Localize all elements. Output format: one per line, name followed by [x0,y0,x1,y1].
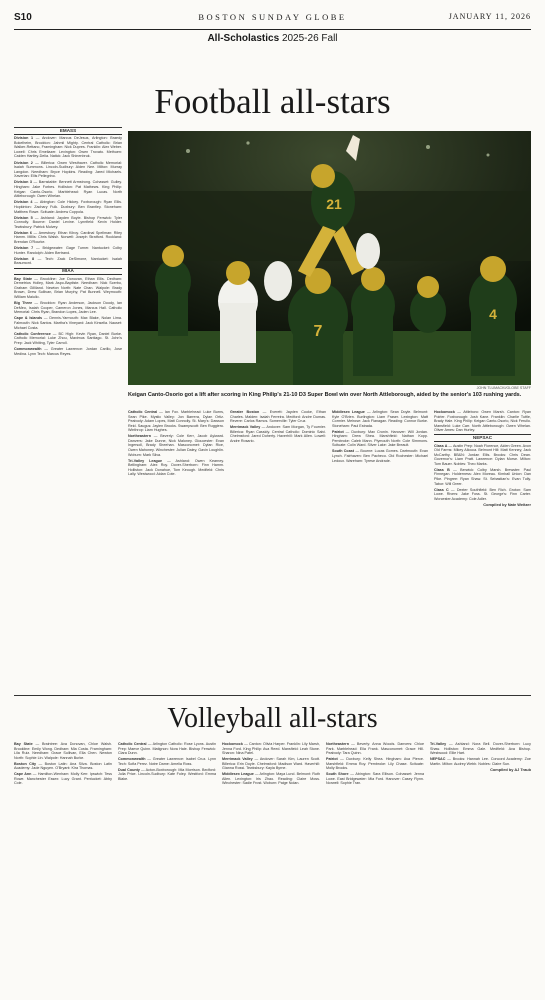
roster-players: — Arlington: Sean Doyle. Belmont: Kyle O'Brien. Burlington: Liam Fraser. Lexington: Matt Cormier. Melrose: Jack Flanagan. Reading: Connor Burke. Stoneham: Paul Estrada. [332,410,428,428]
roster-league: Cape Ann [14,772,32,777]
roster-entry [434,488,531,502]
roster-league: Tri-Valley League [128,458,163,463]
roster-players: — Duxbury: Kelly Shea. Hingham: Ava Pierce. Marshfield: Emma Roy. Pembroke: Lily Chase. Scituate: Molly Brooks. [326,757,424,771]
football-column-2 [230,410,326,692]
roster-entry [14,136,122,159]
roster-players: — Amesbury: Ethan Kilroy. Cardinal Spellman: Riley Hamm. Millis: Chris Walsh. Norwell: Joseph Stratford. Rockland: Brendan O'Rourke. [14,230,122,245]
roster-league: Merrimack Valley [222,757,253,762]
roster-players: — Boston Latin: Ana Silva. Boston Latin Academy: Jade Nguyen. O'Bryant: Kira Thomas. [14,761,112,771]
roster-players: — Acton-Boxborough: Mia Morrison. Bedford: Julia Price. Lincoln-Sudbury: Kate Foley. Westford: Emma Blake. [118,767,216,781]
roster-league: Bay State [14,742,33,746]
roster-league: Class B [434,467,450,472]
roster-players: — Attleboro: Owen Marsh. Canton: Ryan Poirier. Foxborough: Josh Kane. Franklin: Charlie Tuttle, Brady Hale. King Philip: Keigan Canto-Osorio, Nick Ferullo. Mansfield: Luke Carr. North Attleborough: Owen Whelan. Oliver Ames: Dan Hurley. [434,410,531,433]
roster-league: NEPSAC [430,757,446,762]
roster-entry [118,757,216,766]
section-title-season: 2025-26 Fall [281,33,338,44]
roster-players: — Abington: Cole Hickey. Foxborough: Ryan Ellis. Hopkinton: Zachary Fulk. Duxbury: Ben Brantley. Stoneham: Matthew Rowe. Scituate: Andrew Coppola. [14,200,122,214]
roster-players: — Greater Lawrence: Jordan Carillo, Jose Medina. Lynn Tech: Marcus Reyes. [14,346,122,356]
roster-players: — Billerica: Owen Westhaver. Catholic Memorial: Isaiah Summons. Lincoln-Sudbury: Aiden Nee. Milton: Murray Langdon. Needham: Bryce Hopkins. Reading: Jared Michaels. Xaverian: Ellis Pellegrino. [14,160,122,179]
roster-entry [14,332,122,346]
volleyball-column-1 [14,742,112,990]
roster-league: Patriot [326,757,338,762]
roster-entry [326,742,424,756]
roster-entry [434,468,531,486]
roster-league: Middlesex League [222,772,254,777]
roster-players: — Ashland: Jayden Boyle. Bishop Fenwick: Tyler Connolly. Bourne: Daniel Levine. Lynnfield: Kevin Holder. Tewksbury: Patrick Mulvey. [14,215,122,229]
volleyball-compiled-by: Compiled by AJ Traub [490,766,531,772]
section-title-bold: All-Scholastics [207,33,280,44]
roster-entry [14,200,122,214]
football-compiled-by: Compiled by Nate Weitzer [483,501,531,507]
roster-league: Big Three [14,301,33,306]
football-column-1 [128,410,224,692]
roster-league: Division 3 [14,180,32,185]
roster-players: — Dexter Southfield: Ben Rich. Groton: Sam Lowe. Rivers: Jake Foss. St. George's: Finn Carter. Worcester Academy: Cole Adler. [434,487,531,501]
roster-entry [14,161,122,179]
roster-entry [230,410,326,424]
roster-league: Catholic Central [118,742,147,746]
roster-entry [14,257,122,266]
roster-league: Northeastern [326,742,349,746]
roster-league: Dual County [118,767,140,772]
roster-league: Cape & Islands [14,316,43,321]
football-column-nepsac [434,410,531,692]
roster-entry [332,430,428,448]
roster-league: Northeastern [128,434,151,439]
roster-entry [222,772,320,786]
svg-text:7: 7 [313,323,323,340]
masthead-rule [14,29,531,30]
roster-entry [14,742,112,760]
roster-league: Class C [434,487,449,492]
roster-entry [14,347,122,356]
roster-league: Boston City [14,761,37,766]
roster-entry [14,216,122,230]
svg-text:4: 4 [489,306,497,322]
roster-players: — Brooks: Hannah Lee. Concord Academy: Zoe Martin. Milton: Audrey Webb. Nobles: Claire Sun. [430,757,531,766]
football-headline: Football all-stars [154,82,391,121]
roster-league: Division 5 [14,215,33,220]
sidebar-header-emass: EMASS [14,127,122,135]
roster-players: — Beverly: Anna Woods. Danvers: Chloe Park. Marblehead: Ella Frank. Masconomet: Grace Hill. Peabody: Tara Quinn. [326,742,424,756]
roster-players: — Ashland: Owen Kearney. Bellingham: Alex Roy. Dover-Sherborn: Finn Hamm. Holliston: Jack Donahue, Tom Keough. Medfield: Chris Lally. Westwood: Aidan Cote. [128,458,224,477]
roster-entry [14,772,112,786]
roster-league: South Shore [326,772,349,777]
roster-players: — Arlington Catholic: Rose Lyons. Austin Prep: Maeve Quinn. Matignon: Nora Hale. Bishop Fenwick: Clara Dunn. [118,742,216,756]
roster-entry [230,425,326,443]
roster-entry [430,742,531,756]
roster-players: — Arlington: Maya Lund. Belmont: Ruth Allen. Lexington: Iris Zhao. Reading: Claire Moss. Winchester: Sadie Frost. Woburn: Paige Nolan. [222,772,320,786]
roster-players: — Brookline: Joe Donovan, Ethan Ellis. Dedham: Demetrios Holley, Mark Aspo-Baptiste. Needham: Nick Scerbo, Graham Gilliland. Newton North: Nate Chan. Walpole: Brady Brown, Drew Sullivan, Brian Murphy, Pat Bunnell. Weymouth: William Maiullo. [14,276,122,299]
roster-league: Greater Boston [230,410,260,414]
roster-entry [14,231,122,245]
sidebar-header-miaa: MIAA [14,268,122,276]
roster-players: — Andover: Marcus DeJesus, Arlington: Braedy Bokelheim, Brockton: Jahmil Mighty. Central Catholic: Brian Walker-Rettano, Framingham: Nick Dupres. Franklin: Alex Weber. Lowell: Chris Emeliazer. Lexington: Owen Trovato. Methuen: Caiden Hartley-Delia. Natick: Jack Shinenbruk. [14,136,122,159]
roster-players: — BC High: Kevin Ryan, Daniel Burke. Catholic Memorial: Luke Zhou, Maximus Santiago. St. John's Prep: Jack Whiting, Tyler Carroll. [14,331,122,345]
roster-players: — Bridgewater: Gage Turner. Nantucket: Colby Hunter. Randolph: Aiden Bertrand. [14,246,122,255]
roster-league: Class A [434,443,448,448]
nepsac-header: NEPSAC [434,434,531,442]
roster-league: Merrimack Valley [230,425,261,430]
roster-league: Hockomock [222,742,243,746]
roster-players: — Hamilton-Wenham: Molly Kerr. Ipswich: Tess Rowe. Manchester Essex: Lucy Grant. Pentucket: Abby Cole. [14,772,112,786]
football-photo [128,131,531,385]
photo-credit: JOHN TLUMACKI/GLOBE STAFF [476,386,531,390]
roster-players: — Ian Fox. Marblehead: Luke Burns, Sean Pike. Mystic Valley: Jon Barrera, Dylan Ortiz. Peabody: Adam Lopes, Matt Connolly. St. Mary's: Dawson Reid. Saugus: Jaylen Brooks. Swampscott: Ben Ruggiero. Winthrop: Liam Hughes. [128,410,224,433]
roster-entry [222,757,320,771]
roster-players: — Greater Lawrence: Isabel Cruz. Lynn Tech: Sofia Perez. Notre Dame: Amelia Ross. [118,757,216,766]
roster-players: — Berwick: Colby Marsh. Brewster: Paul Finnegan. Holderness: Alex Moreau. Kimball Union: Dan Pike. Pingree: Ryan Shaw. St. Sebastian's: Evan Tully. Tabor: Will Greer. [434,467,531,486]
roster-players: — Canton: Olivia Harper. Franklin: Lily Marsh, Jenna Ford. King Philip: Ava Reed. Mansfield: Leah Stone. Sharon: Nina Patel. [222,742,320,756]
roster-entry [430,757,531,766]
roster-league: Catholic Conference [14,331,51,336]
roster-entry [14,180,122,198]
roster-players: — Bourne: Lucas Gomes. Dartmouth: Evan Lynch. Fairhaven: Ben Pacheco. Old Rochester: Michael Ledoux. Wareham: Tyrese Andrade. [332,449,428,463]
roster-entry [14,301,122,315]
football-sidebar [14,126,122,692]
roster-entry [326,757,424,771]
roster-players: — Abington: Sara Ellison. Cohasset: Jenna Lowe. East Bridgewater: Mia Ford. Hanover: Casey Flynn. Norwell: Sophie Tran. [326,772,424,786]
roster-entry [332,449,428,463]
roster-entry [118,768,216,782]
roster-league: Division 1 [14,136,34,141]
volleyball-column-3 [222,742,320,990]
roster-entry [434,410,531,433]
photo-caption: Keigan Canto-Osorio got a lift after scoring in King Philip's 21-10 D3 Super Bowl win over North Attleborough, aided by the senior's 103 rushing yards. [128,392,522,398]
issue-date: JANUARY 11, 2026 [448,12,531,21]
newspaper-name: BOSTON SUNDAY GLOBE [198,12,347,22]
roster-players: — Dennis-Yarmouth: Max Blake, Nolan Lima. Falmouth: Nick Santos. Martha's Vineyard: Jack Kinsella. Nauset: Michael Costa. [14,316,122,330]
celebration-photo-illustration [128,131,531,385]
roster-players: — Andover: Sam Morgan, Ty Fournier. Billerica: Ryan Cassidy. Central Catholic: Dominic Salvi. Chelmsford: Jared Doherty. Haverhill: Mark Allen. Lowell: Andre Rosario. [230,425,326,443]
roster-entry [14,246,122,255]
section-title [0,33,545,44]
masthead [14,12,531,28]
volleyball-column-5 [430,742,531,990]
roster-players: — Barnstable: Bennett Armstrong. Cohasset: Gulley. Hingham: Jake Forbes. Holliston: Pat Mathews. King Philip: Keigan Canto-Osorio. Marblehead: Ryan Lucas. North Attleborough: Owen Whelan. [14,180,122,199]
roster-players: — Andover: Sarah Kim, Lauren Scott. Billerica: Erin Doyle. Chelmsford: Madison Ward. Haverhill: Gianna Rossi. Tewksbury: Kayla Byrne. [222,757,320,771]
roster-league: Hockomock [434,410,455,414]
roster-entry [118,742,216,756]
roster-players: — Braintree: Ava Donovan, Chloe Walsh. Brookline: Emily Wong. Dedham: Mia Costa. Framingham: Lila Ruiz. Needham: Grace Sullivan, Ella Chen. Newton North: Sophie Lin. Walpole: Hannah Burke. [14,742,112,760]
roster-league: Patriot [332,429,344,434]
svg-text:21: 21 [326,196,342,212]
roster-league: Catholic Central [128,410,158,414]
volleyball-column-4 [326,742,424,990]
roster-league: Division 2 [14,160,33,165]
roster-league: Division 7 [14,246,34,251]
football-column-3 [332,410,428,692]
roster-league: Division 6 [14,230,32,235]
roster-entry [128,410,224,433]
roster-players: — Tech: Zack DeSimone, Nantucket: Isaiah Beaumont. [14,256,122,266]
roster-entry [326,772,424,786]
roster-entry [434,444,531,467]
roster-entry [14,277,122,300]
volleyball-column-2 [118,742,216,990]
volleyball-headline: Volleyball all-stars [167,703,378,734]
roster-entry [14,762,112,771]
roster-entry [332,410,428,428]
roster-league: Tri-Valley [430,742,447,746]
section-divider [14,695,531,696]
roster-entry [14,316,122,330]
roster-players: — Beverly: Cole Kerr, Jacob Aylward. Danvers: Jake Dunne, Nick Maloney. Gloucester: Evan Ingersoll, Brady Sheehan. Masconomet: Dylan Rice, Owen Mahoney. Winchester: Julian Daley, Gavin Loughlin. Woburn: Mark Silva. [128,434,224,457]
page-number: S10 [14,12,32,23]
sidebar-miaa-list [14,277,122,357]
roster-players: — Everett: Jayden Cooke, Ethan Charles. Malden: Isaiah Ferreira. Medford: Andre Dumas. Revere: Carlos Ramos. Somerville: Tyler Cruz. [230,410,326,424]
roster-league: Division 4 [14,200,33,205]
roster-entry [128,459,224,477]
sidebar-emass-list [14,136,122,266]
roster-players: — Brockton: Ryan Anderson, Jackson Doody, Ian DeMeo, Isaiah Cooper, Cameron Jones, Marcus Hall. Catholic Memorial: Chris Ryan, Brandon Lopes, Jaden Lee. [14,301,122,315]
roster-entry [222,742,320,756]
roster-league: South Coast [332,449,355,454]
roster-league: Commonwealth [14,346,42,351]
roster-players: — Duxbury: Max Cronin. Hanover: Will Jordan. Hingham: Drew Shea. Marshfield: Nathan Kopp. Pembroke: Caleb Mann. Plymouth North: Cole Simmons. Scituate: Colin Ward. Silver Lake: Jake Breault. [332,429,428,448]
roster-players: — Ashland: Nora Bell. Dover-Sherborn: Lucy Shaw. Holliston: Emma Gale. Medfield: Ava Bishop. Westwood: Ellie Hart. [430,742,531,756]
roster-entry [128,434,224,457]
roster-league: Bay State [14,276,33,281]
roster-league: Middlesex League [332,410,365,414]
roster-players: — Austin Prep: Noah Florence, Aiden Green. Avon Old Farms: Mikey Allocca. Belmont Hill: Matt Kenney, Jack McCarthy. BB&N: Jordan Ellis. Brooks: Chris Dean. Governor's: Liam Pratt. Lawrence: Dylan Morse. Milton: Tom Bauer. Nobles: Theo Marks. [434,443,531,466]
roster-league: Division 8 [14,256,35,261]
roster-league: Commonwealth [118,757,146,762]
